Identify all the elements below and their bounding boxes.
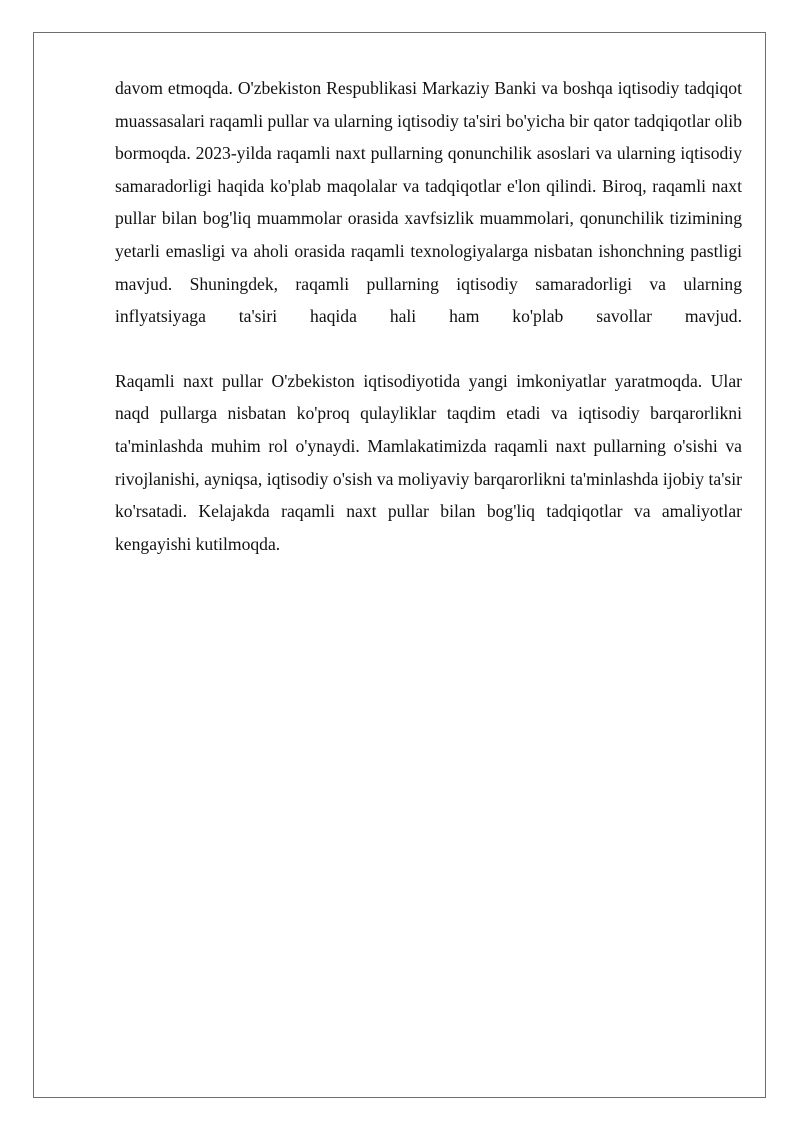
document-body <box>115 72 742 560</box>
body-paragraph: Raqamli naxt pullar O'zbekiston iqtisodiyotida yangi imkoniyatlar yaratmoqda. Ular naqd pullarga nisbatan ko'proq qulayliklar taqdim etadi va iqtisodiy barqarorlikni ta'minlashda muhim rol o'ynaydi. Mamlakatimizda raqamli naxt pullarning o'sishi va rivojlanishi, ayniqsa, iqtisodiy o'sish va moliyaviy barqarorlikni ta'minlashda ijobiy ta'sir ko'rsatadi. Kelajakda raqamli naxt pullar bilan bog'liq tadqiqotlar va amaliyotlar kengayishi kutilmoqda. <box>115 370 742 554</box>
body-paragraph: davom etmoqda. O'zbekiston Respublikasi Markaziy Banki va boshqa iqtisodiy tadqiqot muassasalari raqamli pullar va ularning iqtisodiy ta'siri bo'yicha bir qator tadqiqotlar olib bormoqda. 2023-yilda raqamli naxt pullarning qonunchilik asoslari va ularning iqtisodiy samaradorligi haqida ko'plab maqolalar va tadqiqotlar e'lon qilindi. Biroq, raqamli naxt pullar bilan bog'liq muammolar orasida xavfsizlik muammolari, qonunchilik tizimining yetarli emasligi va aholi orasida raqamli texnologiyalarga nisbatan ishonchning pastligi mavjud. Shuningdek, raqamli pullarning iqtisodiy samaradorligi va ularning inflyatsiyaga ta'siri haqida hali ham ko'plab savollar mavjud. <box>115 78 742 327</box>
